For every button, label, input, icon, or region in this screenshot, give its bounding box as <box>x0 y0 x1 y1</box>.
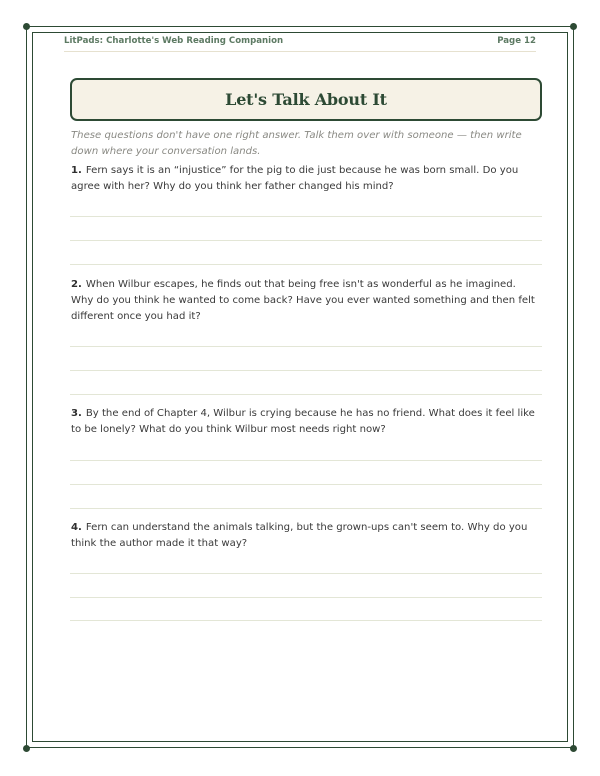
answer-line[interactable] <box>70 370 542 371</box>
answer-line[interactable] <box>70 264 542 265</box>
answer-line[interactable] <box>70 216 542 217</box>
question-number: 2. <box>71 279 82 290</box>
answer-line[interactable] <box>70 573 542 574</box>
page-title: Let's Talk About It <box>225 90 387 109</box>
header-divider <box>64 51 536 52</box>
question-2 <box>71 277 541 326</box>
answer-line[interactable] <box>70 346 542 347</box>
corner-ornament-top-left <box>23 23 30 30</box>
answer-line[interactable] <box>70 240 542 241</box>
corner-ornament-bottom-left <box>23 745 30 752</box>
title-box <box>70 78 542 121</box>
question-1 <box>71 163 541 195</box>
question-text: When Wilbur escapes, he finds out that being free isn't as wonderful as he imagined. Why do you think he wanted to come back? Have you ever wanted something and then felt different once you had it? <box>71 279 535 323</box>
question-text: By the end of Chapter 4, Wilbur is crying because he has no friend. What does it feel like to be lonely? What do you think Wilbur most needs right now? <box>71 408 535 436</box>
corner-ornament-top-right <box>570 23 577 30</box>
answer-line[interactable] <box>70 508 542 509</box>
answer-line[interactable] <box>70 460 542 461</box>
answer-line[interactable] <box>70 620 542 621</box>
intro-instructions: These questions don't have one right answer. Talk them over with someone — then write down where your conversation lands. <box>71 130 522 157</box>
corner-ornament-bottom-right <box>570 745 577 752</box>
page-number: Page 12 <box>497 36 536 46</box>
question-number: 3. <box>71 408 82 419</box>
answer-line[interactable] <box>70 484 542 485</box>
question-text: Fern says it is an “injustice” for the pig to die just because he was born small. Do you agree with her? Why do you think her father changed his mind? <box>71 165 519 193</box>
question-number: 1. <box>71 165 82 176</box>
question-number: 4. <box>71 522 82 533</box>
question-4 <box>71 520 541 552</box>
answer-line[interactable] <box>70 597 542 598</box>
header-title: LitPads: Charlotte's Web Reading Companion <box>64 36 284 46</box>
question-3 <box>71 406 541 438</box>
answer-line[interactable] <box>70 394 542 395</box>
question-text: Fern can understand the animals talking, but the grown-ups can't seem to. Why do you think the author made it that way? <box>71 522 528 550</box>
running-header <box>64 34 536 48</box>
